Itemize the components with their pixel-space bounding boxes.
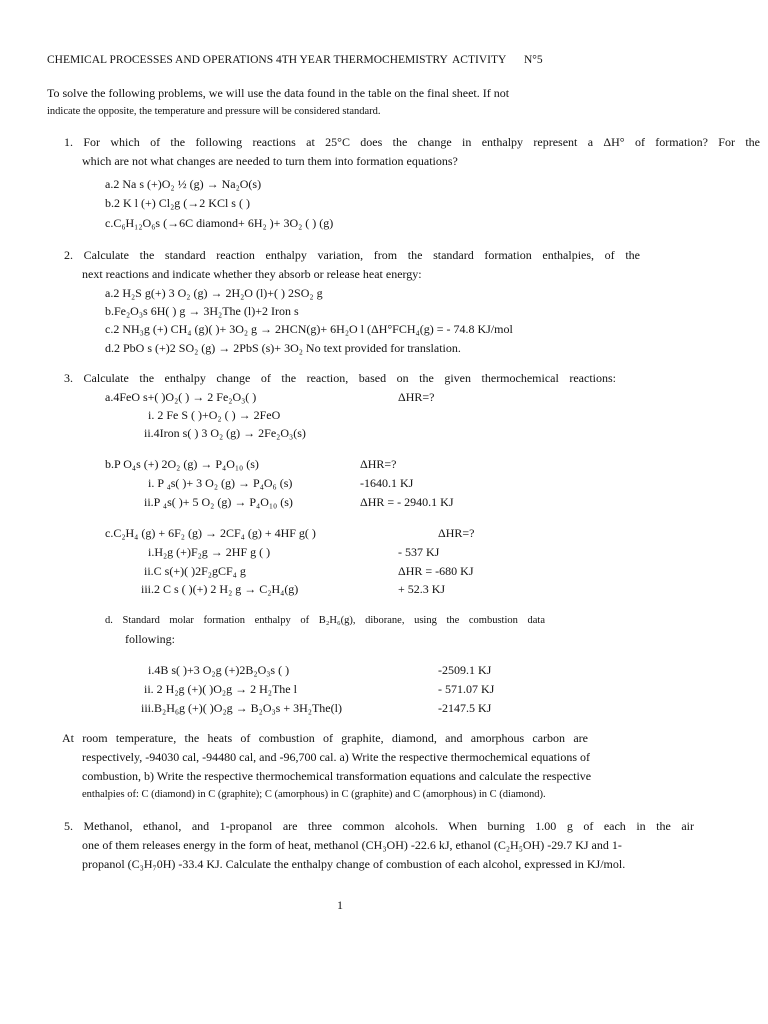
q1-item-c: c.C₆H₁₂O₆s (→6C diamond+ 6H₂ )+ 3O₂ ( ) (g) bbox=[105, 216, 334, 230]
activity-label: ACTIVITY bbox=[452, 54, 507, 66]
q3a-target: ΔHR=? bbox=[398, 390, 435, 404]
q3d-iii: iii.B₂H₆g (+)( )O₂g → B₂O₃s + 3H₂The(l) bbox=[141, 701, 342, 715]
q3c-i: i.H₂g (+)F₂g → 2HF g ( ) bbox=[148, 545, 271, 559]
q3c-ii-value: ΔHR = -680 KJ bbox=[398, 564, 474, 578]
q3d-ii-value: - 571.07 KJ bbox=[438, 682, 495, 696]
q2-line-1: 2. Calculate the standard reaction enthalpy variation, from the standard formation enthalpies, of the bbox=[64, 248, 640, 262]
q4-line-3: combustion, b) Write the respective thermochemical transformation equations and calculate the respective bbox=[82, 769, 592, 783]
q2-line-2: next reactions and indicate whether they absorb or release heat energy: bbox=[82, 267, 422, 281]
q3b-ii: ii.P ₄s( )+ 5 O₂ (g) → P₄O₁₀ (s) bbox=[144, 495, 293, 509]
q3b-ii-value: ΔHR = - 2940.1 KJ bbox=[360, 495, 454, 509]
q5-line-2: one of them releases energy in the form of heat, methanol (CH₃OH) -22.6 kJ, ethanol (C₂H₅OH) -29.7 KJ and 1- bbox=[82, 838, 622, 852]
activity-number: N°5 bbox=[524, 54, 543, 66]
q3b-i-value: -1640.1 KJ bbox=[360, 476, 414, 490]
q5-line-1: 5. Methanol, ethanol, and 1-propanol are three common alcohols. When burning 1.00 g of each in the air bbox=[64, 819, 694, 833]
q2-item-d: d.2 PbO s (+)2 SO₂ (g) → 2PbS (s)+ 3O₂ No text provided for translation. bbox=[105, 341, 461, 355]
q3-line-1: 3. Calculate the enthalpy change of the reaction, based on the given thermochemical reactions: bbox=[64, 371, 616, 385]
page-number: 1 bbox=[337, 898, 343, 912]
q3d-line-1: d. Standard molar formation enthalpy of B₂H₆(g), diborane, using the combustion data bbox=[105, 615, 545, 626]
q3d-i: i.4B s( )+3 O₂g (+)2B₂O₃s ( ) bbox=[148, 663, 290, 677]
q4-line-2: respectively, -94030 cal, -94480 cal, and -96,700 cal. a) Write the respective thermochemical equations of bbox=[82, 750, 590, 764]
intro-line-2: indicate the opposite, the temperature and pressure will be considered standard. bbox=[47, 106, 381, 117]
q3b-main: b.P O₄s (+) 2O₂ (g) → P₄O₁₀ (s) bbox=[105, 457, 259, 471]
q3a-main: a.4FeO s+( )O₂( ) → 2 Fe₂O₃( ) bbox=[105, 390, 257, 404]
q1-line-1: 1. For which of the following reactions at 25°C does the change in enthalpy represent a ΔH° of formation? For the bbox=[64, 135, 760, 149]
q3a-ii: ii.4Iron s( ) 3 O₂ (g) → 2Fe₂O₃(s) bbox=[144, 426, 306, 440]
q3c-i-value: - 537 KJ bbox=[398, 545, 440, 559]
q3c-iii-value: + 52.3 KJ bbox=[398, 582, 446, 596]
q3b-target: ΔHR=? bbox=[360, 457, 397, 471]
q3c-target: ΔHR=? bbox=[438, 526, 475, 540]
q5-line-3: propanol (C₃H₇0H) -33.4 KJ. Calculate the enthalpy change of combustion of each alcohol, expressed in KJ/mol. bbox=[82, 857, 626, 871]
q2-item-b: b.Fe₂O₃s 6H( ) g → 3H₂The (l)+2 Iron s bbox=[105, 304, 299, 318]
q3c-iii: iii.2 C s ( )(+) 2 H₂ g → C₂H₄(g) bbox=[141, 582, 299, 596]
q2-item-a: a.2 H₂S g(+) 3 O₂ (g) → 2H₂O (l)+( ) 2SO₂ g bbox=[105, 286, 323, 300]
q1-line-2: which are not what changes are needed to turn them into formation equations? bbox=[82, 154, 458, 168]
intro-line-1: To solve the following problems, we will use the data found in the table on the final sheet. If not bbox=[47, 86, 510, 100]
q4-line-1: At room temperature, the heats of combustion of graphite, diamond, and amorphous carbon are bbox=[62, 731, 588, 745]
q3d-i-value: -2509.1 KJ bbox=[438, 663, 492, 677]
q4-line-4: enthalpies of: C (diamond) in C (graphite); C (amorphous) in C (graphite) and C (amorphous) in C (diamond). bbox=[82, 789, 546, 800]
q3c-main: c.C₂H₄ (g) + 6F₂ (g) → 2CF₄ (g) + 4HF g( ) bbox=[105, 526, 316, 540]
document-title: CHEMICAL PROCESSES AND OPERATIONS 4TH YEAR THERMOCHEMISTRY bbox=[47, 54, 448, 66]
q2-item-c: c.2 NH₃g (+) CH₄ (g)( )+ 3O₂ g → 2HCN(g)+ 6H₂O l (ΔH°FCH₄(g) = - 74.8 KJ/mol bbox=[105, 322, 513, 336]
q3a-i: i. 2 Fe S ( )+O₂ ( ) → 2FeO bbox=[148, 408, 281, 422]
q3b-i: i. P ₄s( )+ 3 O₂ (g) → P₄O₆ (s) bbox=[148, 476, 293, 490]
q1-item-a: a.2 Na s (+)O₂ ½ (g) → Na₂O(s) bbox=[105, 177, 262, 191]
q3d-ii: ii. 2 H₂g (+)( )O₂g → 2 H₂The l bbox=[144, 682, 297, 696]
q3c-ii: ii.C s(+)( )2F₂gCF₄ g bbox=[144, 564, 246, 578]
q1-item-b: b.2 K l (+) Cl₂g (→2 KCl s ( ) bbox=[105, 196, 250, 210]
q3d-line-2: following: bbox=[125, 632, 175, 646]
q3d-iii-value: -2147.5 KJ bbox=[438, 701, 492, 715]
